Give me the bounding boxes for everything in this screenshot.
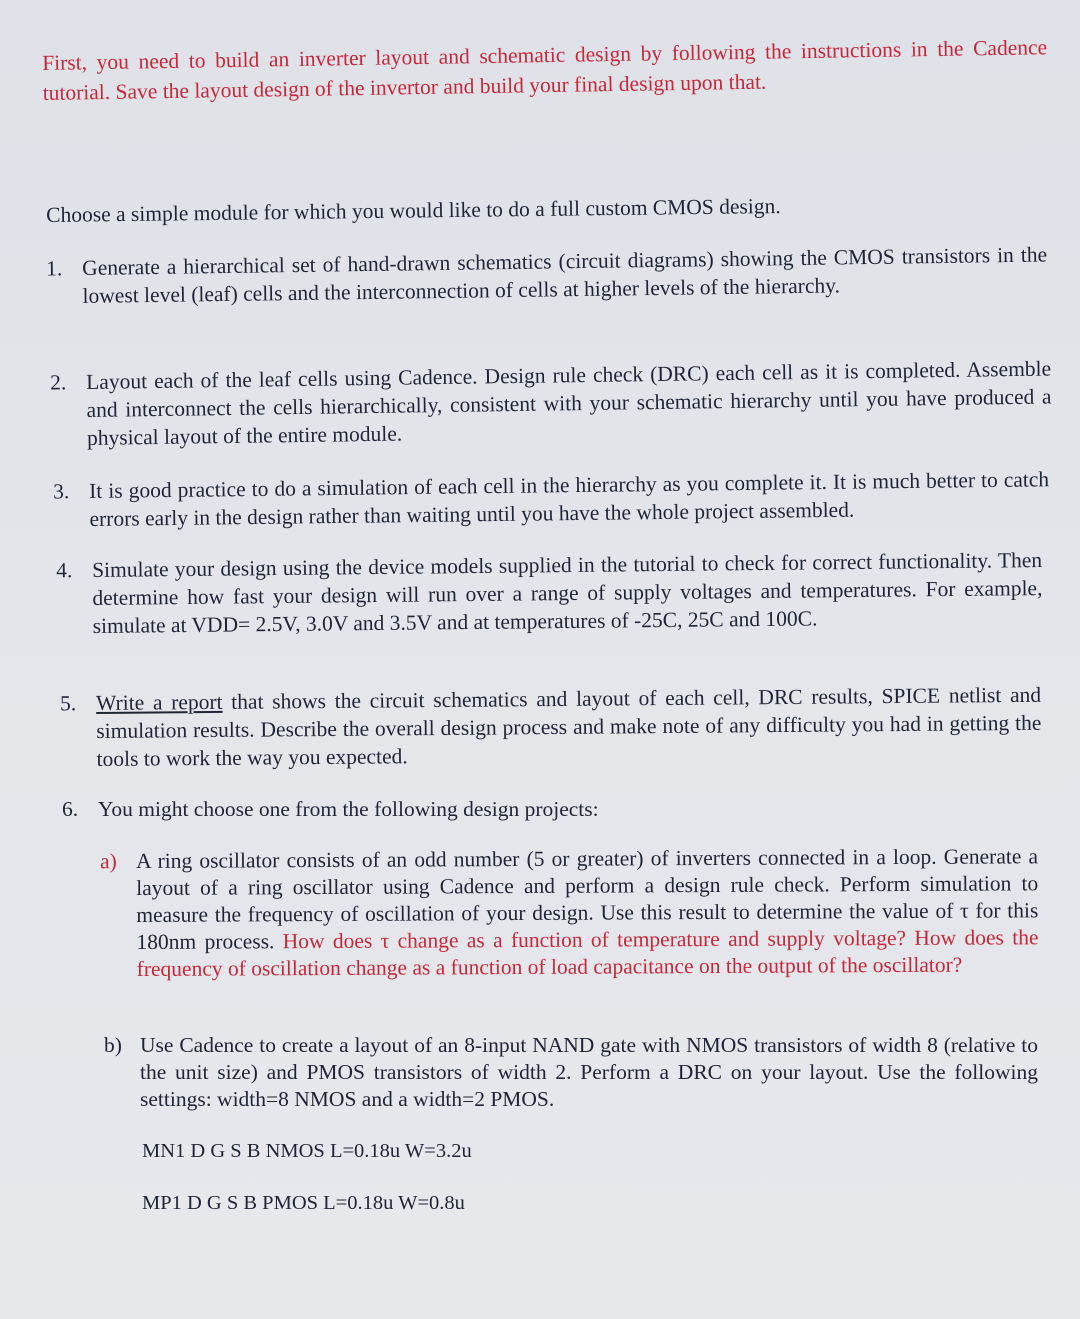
report-underlined-text: Write a report (96, 689, 223, 715)
list-number: 5. (60, 691, 77, 716)
list-item (56, 546, 1043, 640)
list-item-text: It is good practice to do a simulation of each cell in the hierarchy as you complete it. It is much better to catch errors early in the design rather than waiting until you have the whole project assembled. (89, 467, 1050, 531)
list-number: 2. (50, 370, 67, 395)
list-item-text: Write a report that shows the circuit schematics and layout of each cell, DRC results, SPICE netlist and simulation results. Describe the overall design process and make note of any difficulty you had in getting the tools to work the way you expected. (96, 682, 1042, 771)
list-number: 6. (62, 797, 79, 821)
project-option-b (104, 1032, 1038, 1113)
list-item-text: Generate a hierarchical set of hand-drawn schematics (circuit diagrams) showing the CMOS transistors in the lowest level (leaf) cells and the interconnection of cells at higher levels of the hierarchy. (82, 242, 1048, 308)
list-item-text: Simulate your design using the device models supplied in the tutorial to check for correct functionality. Then determine how fast your design will run over a range of supply voltages and temperatures. For example, simulate at VDD= 2.5V, 3.0V and 3.5V and at temperatures of -25C, 25C and 100C. (92, 548, 1043, 638)
list-item-text: Layout each of the leaf cells using Cadence. Design rule check (DRC) each cell as it is completed. Assemble and interconnect the cells hierarchically, consistent with your schematic hierarchy until you have produced a physical layout of the entire module. (86, 356, 1052, 450)
list-item (60, 681, 1042, 773)
lead-sentence: Choose a simple module for which you would like to do a full custom CMOS design. (46, 194, 781, 227)
netlist-line-pmos: MP1 D G S B PMOS L=0.18u W=0.8u (142, 1192, 465, 1214)
list-item (53, 465, 1050, 533)
intro-paragraph: First, you need to build an inverter layout and schematic design by following the instructions in the Cadence tutorial. Save the layout design of the invertor and build your final design upon that. (42, 35, 1048, 105)
list-item-text: You might choose one from the following design projects: (98, 797, 599, 821)
list-number: 1. (46, 256, 63, 281)
option-label: a) (100, 849, 117, 874)
netlist-line-nmos: MN1 D G S B NMOS L=0.18u W=3.2u (142, 1140, 472, 1162)
project-option-a (100, 843, 1039, 983)
highlighted-question: How does τ change as a function of temperature and supply voltage? How does the frequency of oscillation change as a function of load capacitance on the output of the oscillator? (136, 925, 1039, 981)
option-text: Use Cadence to create a layout of an 8-input NAND gate with NMOS transistors of width 8 (relative to the unit size) and PMOS transistors of width 2. Perform a DRC on your layout. Use the following settings: width=8 NMOS and a width=2 PMOS. (140, 1033, 1038, 1111)
list-item (50, 355, 1052, 452)
list-number: 4. (56, 558, 73, 583)
option-text: A ring oscillator consists of an odd number (5 or greater) of inverters connected in a loop. Generate a layout of a ring oscillator using Cadence and perform a design rule check. Perform simulation to measure the frequency of oscillation of your design. Use this result to determine the value of τ for this 180nm process. How does τ change as a function of temperature and supply voltage? How does the frequency of oscillation change as a function of load capacitance on the output of the oscillator? (136, 844, 1039, 981)
list-item (46, 241, 1048, 310)
option-label: b) (104, 1033, 122, 1057)
list-item (62, 795, 998, 823)
list-number: 3. (53, 479, 70, 504)
